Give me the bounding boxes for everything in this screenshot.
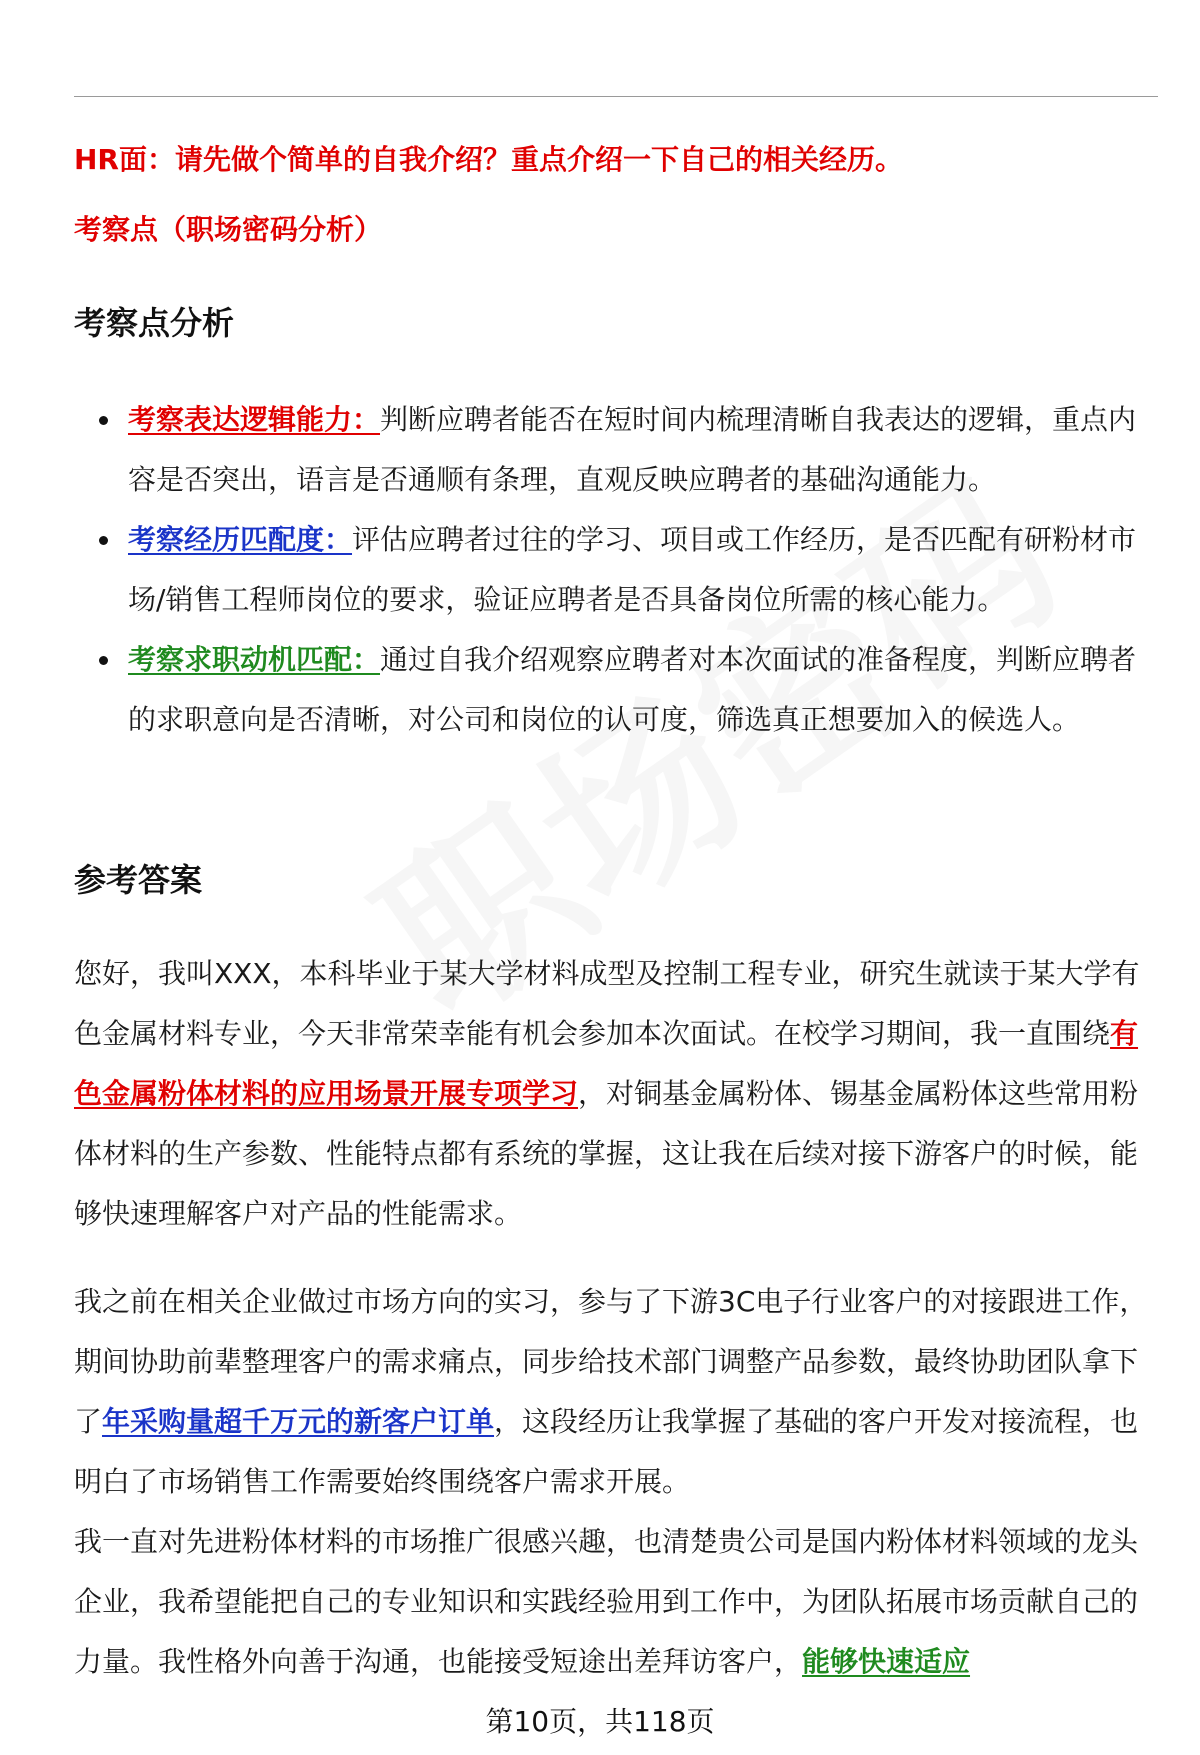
analysis-item-label: 考察经历匹配度： [128,523,353,556]
answer-paragraph-1 [74,944,1158,1244]
analysis-item [74,390,1158,510]
paragraph-highlight: 能够快速适应 [802,1645,971,1678]
paragraph-text: ，这段经历让我掌握了基础的客户开发对接流程，也明白了市场销售工作需要始终围绕客户需求开展。 [74,1405,1139,1498]
analysis-item-label: 考察表达逻辑能力： [128,403,381,436]
analysis-item-label: 考察求职动机匹配： [128,643,381,676]
paragraph-highlight: 有色金属粉体材料的应用场景开展专项学习 [74,1017,1139,1110]
page-number: 第10页，共118页 [485,1705,715,1738]
analysis-item-text: 评估应聘者过往的学习、项目或工作经历，是否匹配有研粉材市场/销售工程师岗位的要求，验证应聘者是否具备岗位所需的核心能力。 [128,523,1137,616]
kaocha-title: 考察点（职场密码分析） [74,213,383,246]
answer-heading: 参考答案 [74,861,203,899]
answer-paragraph-2 [74,1272,1158,1512]
top-divider [74,96,1158,97]
question-title: HR面：请先做个简单的自我介绍？重点介绍一下自己的相关经历。 [74,143,903,176]
analysis-item [74,630,1158,750]
paragraph-highlight: 年采购量超千万元的新客户订单 [102,1405,495,1438]
answer-paragraph-3 [74,1512,1158,1692]
analysis-item-text: 通过自我介绍观察应聘者对本次面试的准备程度，判断应聘者的求职意向是否清晰，对公司和岗位的认可度，筛选真正想要加入的候选人。 [128,643,1137,736]
paragraph-text: 我一直对先进粉体材料的市场推广很感兴趣，也清楚贵公司是国内粉体材料领域的龙头企业，我希望能把自己的专业知识和实践经验用到工作中，为团队拓展市场贡献自己的力量。我性格外向善于沟通，也能接受短途出差拜访客户， [74,1525,1139,1678]
paragraph-text: 您好，我叫XXX，本科毕业于某大学材料成型及控制工程专业，研究生就读于某大学有色金属材料专业，今天非常荣幸能有机会参加本次面试。在校学习期间，我一直围绕 [74,957,1140,1050]
paragraph-text: 我之前在相关企业做过市场方向的实习，参与了下游3C电子行业客户的对接跟进工作，期间协助前辈整理客户的需求痛点，同步给技术部门调整产品参数，最终协助团队拿下了 [74,1285,1148,1438]
analysis-list [74,390,1158,750]
paragraph-text: ，对铜基金属粉体、锡基金属粉体这些常用粉体材料的生产参数、性能特点都有系统的掌握，这让我在后续对接下游客户的时候，能够快速理解客户对产品的性能需求。 [74,1077,1139,1230]
analysis-heading: 考察点分析 [74,304,235,342]
analysis-item-text: 判断应聘者能否在短时间内梳理清晰自我表达的逻辑，重点内容是否突出，语言是否通顺有条理，直观反映应聘者的基础沟通能力。 [128,403,1137,496]
analysis-item [74,510,1158,630]
